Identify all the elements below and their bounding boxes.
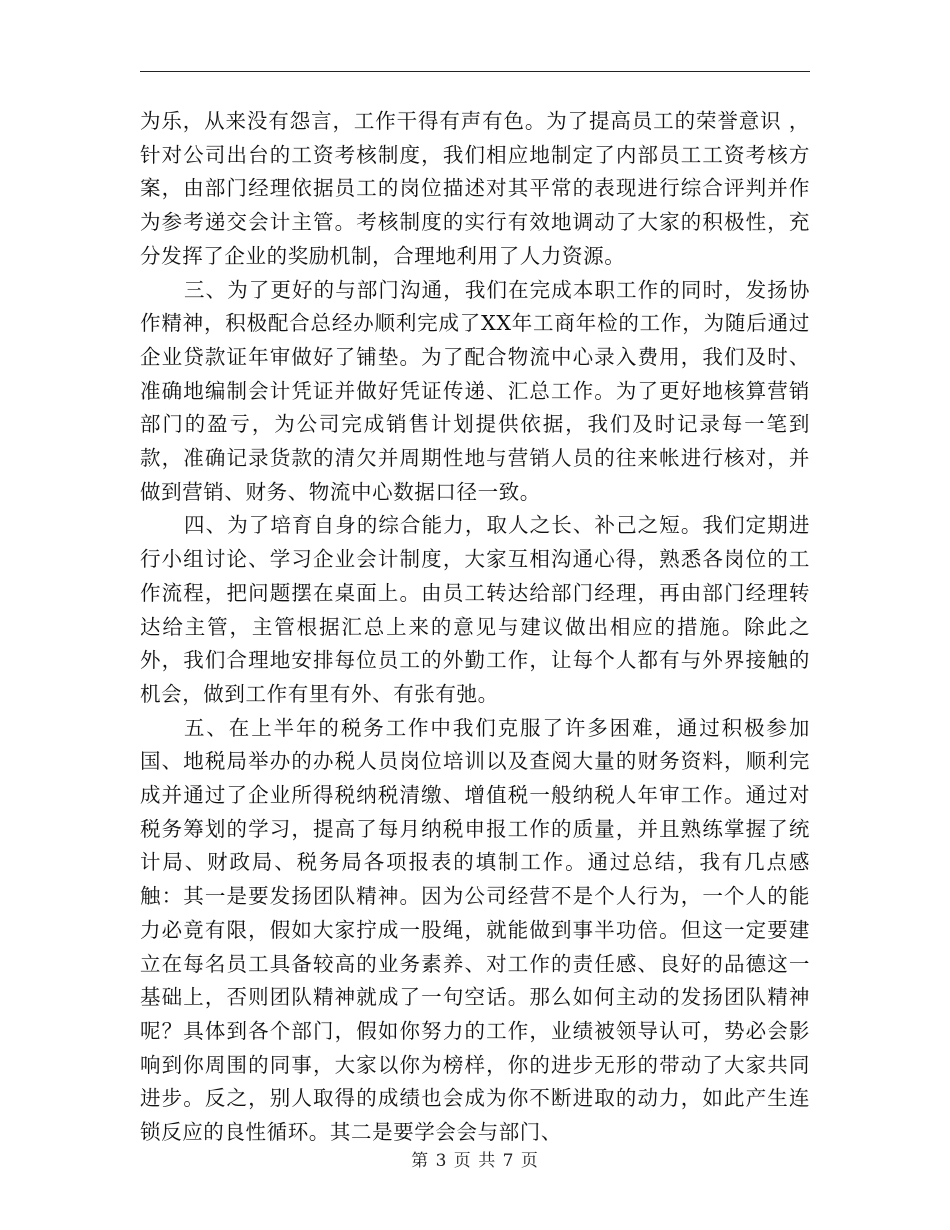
paragraph-section-4: 四、为了培育自身的综合能力，取人之长、补己之短。我们定期进行小组讨论、学习企业会计制度，大家互相沟通心得，熟悉各岗位的工作流程，把问题摆在桌面上。由员工转达给部门经理，再由部门经理转达给主管，主管根据汇总上来的意见与建议做出相应的措施。除此之外，我们合理地安排每位员工的外勤工作，让每个人都有与外界接触的机会，做到工作有里有外、有张有弛。	[140, 513, 810, 706]
paragraph-section-5: 五、在上半年的税务工作中我们克服了许多困难，通过积极参加国、地税局举办的办税人员岗位培训以及查阅大量的财务资料，顺利完成并通过了企业所得税纳税清缴、增值税一般纳税人年审工作。通过对税务筹划的学习，提高了每月纳税申报工作的质量，并且熟练掌握了统计局、财政局、税务局各项报表的填制工作。通过总结，我有几点感触：其一是要发扬团队精神。因为公司经营不是个人行为，一个人的能力必竟有限，假如大家拧成一股绳，就能做到事半功倍。但这一定要建立在每名员工具备较高的业务素养、对工作的责任感、良好的品德这一基础上，否则团队精神就成了一句空话。那么如何主动的发扬团队精神呢？具体到各个部门，假如你努力的工作，业绩被领导认可，势必会影响到你周围的同事，大家以你为榜样，你的进步无形的带动了大家共同进步。反之，别人取得的成绩也会成为你不断进取的动力，如此产生连锁反应的良性循环。其二是要学会会与部门、	[140, 715, 810, 1145]
page-number-footer: 第 3 页 共 7 页	[411, 1151, 539, 1171]
paragraph-section-3: 三、为了更好的与部门沟通，我们在完成本职工作的同时，发扬协作精神，积极配合总经办顺利完成了XX年工商年检的工作，为随后通过企业贷款证年审做好了铺垫。为了配合物流中心录入费用，我们及时、准确地编制会计凭证并做好凭证传递、汇总工作。为了更好地核算营销部门的盈亏，为公司完成销售计划提供依据，我们及时记录每一笔到款，准确记录货款的清欠并周期性地与营销人员的往来帐进行核对，并做到营销、财务、物流中心数据口径一致。	[140, 277, 810, 504]
header-rule	[140, 71, 810, 72]
paragraph-continued: 为乐，从来没有怨言，工作干得有声有色。为了提高员工的荣誉意识 ，针对公司出台的工资考核制度，我们相应地制定了内部员工工资考核方案，由部门经理依据员工的岗位描述对其平常的表现进行综合评判并作为参考递交会计主管。考核制度的实行有效地调动了大家的积极性，充分发挥了企业的奖励机制，合理地利用了人力资源。	[140, 109, 810, 268]
document-body	[140, 105, 810, 1150]
